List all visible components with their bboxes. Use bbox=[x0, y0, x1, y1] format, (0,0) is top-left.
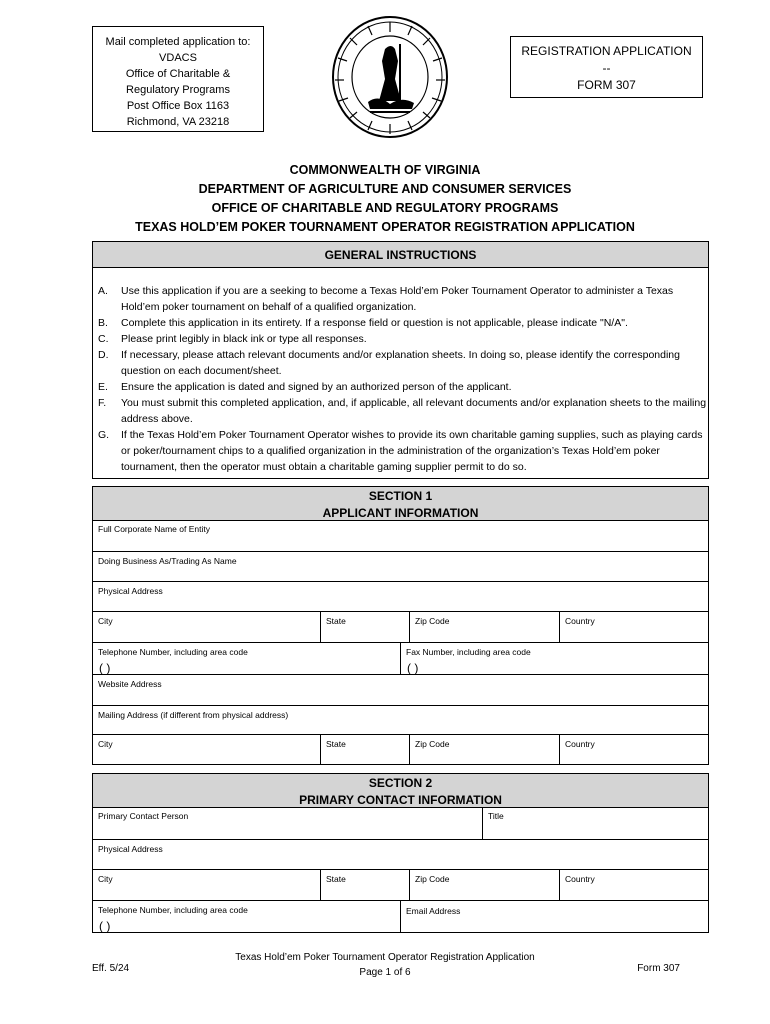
form-id-box bbox=[510, 36, 703, 98]
mail-line: Office of Charitable & bbox=[125, 68, 231, 80]
section-2-number: SECTION 2 bbox=[368, 776, 433, 790]
contact-state-field[interactable] bbox=[320, 869, 409, 900]
document-title-block bbox=[0, 161, 770, 237]
mail-line: Mail completed application to: bbox=[105, 36, 251, 48]
fax-field[interactable] bbox=[400, 642, 708, 674]
contact-address-field[interactable] bbox=[93, 839, 708, 869]
field-label: Zip Code bbox=[415, 616, 450, 626]
field-label: Telephone Number, including area code bbox=[98, 905, 248, 915]
contact-zip-field[interactable] bbox=[409, 869, 559, 900]
contact-title-field[interactable] bbox=[482, 808, 708, 839]
instruction-text: Please print legibly in black ink or type all responses. bbox=[121, 333, 367, 345]
website-field[interactable] bbox=[93, 674, 708, 705]
contact-country-field[interactable] bbox=[559, 869, 708, 900]
field-label: Full Corporate Name of Entity bbox=[98, 524, 210, 534]
instruction-text: Complete this application in its entirety. If a response field or question is not applicable, please indicate "N/A". bbox=[121, 317, 628, 329]
field-label: State bbox=[326, 739, 346, 749]
field-label: Country bbox=[565, 874, 595, 884]
effective-date: Eff. 5/24 bbox=[92, 963, 130, 974]
field-label: Doing Business As/Trading As Name bbox=[98, 556, 237, 566]
section-1-number: SECTION 1 bbox=[368, 489, 433, 503]
field-label: Telephone Number, including area code bbox=[98, 647, 248, 657]
instructions-list bbox=[92, 268, 709, 479]
field-label: Fax Number, including area code bbox=[406, 647, 531, 657]
general-instructions-title: GENERAL INSTRUCTIONS bbox=[324, 248, 477, 262]
area-code-parens: ( ) bbox=[99, 919, 111, 933]
primary-contact-grid bbox=[92, 807, 709, 933]
instruction-letter: D. bbox=[98, 349, 109, 361]
virginia-seal-icon bbox=[330, 14, 450, 140]
instruction-text: Use this application if you are a seeking to become a Texas Hold’em Poker Tournament Operator to administer a Texas Hold’em poker tournament on behalf of a qualified organization. bbox=[121, 285, 674, 313]
form-separator: -- bbox=[602, 61, 611, 75]
title-line: TEXAS HOLD’EM POKER TOURNAMENT OPERATOR REGISTRATION APPLICATION bbox=[135, 220, 635, 234]
contact-email-field[interactable] bbox=[400, 900, 708, 932]
applicant-information-grid bbox=[92, 520, 709, 765]
mailing-instructions-box bbox=[92, 26, 264, 132]
corporate-name-field[interactable] bbox=[93, 521, 708, 552]
title-line: DEPARTMENT OF AGRICULTURE AND CONSUMER SERVICES bbox=[198, 182, 572, 196]
dba-name-field[interactable] bbox=[93, 551, 708, 582]
instruction-letter: B. bbox=[98, 317, 108, 329]
mail-line: Regulatory Programs bbox=[126, 84, 230, 96]
footer-title: Texas Hold’em Poker Tournament Operator Registration Application bbox=[235, 952, 535, 963]
instruction-text: If the Texas Hold’em Poker Tournament Operator wishes to provide its own charitable gaming supplies, such as playing cards or poker/tournament chips to a qualified organization in the administration of the organization’s Texas Hold’em poker tournament, then the operator must obtain a charitable gaming supplier permit to do so. bbox=[121, 429, 703, 473]
field-label: City bbox=[98, 739, 113, 749]
instruction-text: If necessary, please attach relevant documents and/or explanation sheets. In doing so, please identify the corresponding question on each document/sheet. bbox=[121, 349, 680, 377]
area-code-parens: ( ) bbox=[407, 661, 419, 675]
state-field[interactable] bbox=[320, 611, 409, 642]
instruction-letter: C. bbox=[98, 333, 109, 345]
instruction-text: You must submit this completed application, and, if applicable, all relevant documents and/or explanation sheets to the mailing address above. bbox=[121, 397, 707, 425]
general-instructions-heading bbox=[92, 241, 709, 268]
section-1-title: APPLICANT INFORMATION bbox=[322, 506, 479, 520]
mail-line: Post Office Box 1163 bbox=[126, 100, 230, 112]
telephone-field[interactable] bbox=[93, 642, 400, 674]
instruction-text: Ensure the application is dated and signed by an authorized person of the applicant. bbox=[121, 381, 512, 393]
mailing-city-field[interactable] bbox=[93, 734, 320, 764]
area-code-parens: ( ) bbox=[99, 661, 111, 675]
form-number-label: FORM 307 bbox=[577, 78, 636, 92]
field-label: Physical Address bbox=[98, 586, 163, 596]
contact-city-field[interactable] bbox=[93, 869, 320, 900]
instruction-letter: E. bbox=[98, 381, 108, 393]
instruction-letter: F. bbox=[98, 397, 107, 409]
form-type-label: REGISTRATION APPLICATION bbox=[521, 44, 692, 58]
field-label: Zip Code bbox=[415, 874, 450, 884]
field-label: City bbox=[98, 874, 113, 884]
section-2-heading bbox=[92, 773, 709, 808]
page-number: Page 1 of 6 bbox=[359, 967, 411, 978]
mailing-country-field[interactable] bbox=[559, 734, 708, 764]
country-field[interactable] bbox=[559, 611, 708, 642]
contact-telephone-field[interactable] bbox=[93, 900, 400, 932]
instruction-letter: A. bbox=[98, 285, 108, 297]
contact-person-field[interactable] bbox=[93, 808, 482, 839]
title-line: OFFICE OF CHARITABLE AND REGULATORY PROGRAMS bbox=[211, 201, 559, 215]
field-label: Country bbox=[565, 739, 595, 749]
field-label: Title bbox=[488, 811, 504, 821]
field-label: Website Address bbox=[98, 679, 162, 689]
mailing-state-field[interactable] bbox=[320, 734, 409, 764]
city-field[interactable] bbox=[93, 611, 320, 642]
field-label: City bbox=[98, 616, 113, 626]
mailing-zip-field[interactable] bbox=[409, 734, 559, 764]
zip-code-field[interactable] bbox=[409, 611, 559, 642]
field-label: State bbox=[326, 616, 346, 626]
field-label: State bbox=[326, 874, 346, 884]
physical-address-field[interactable] bbox=[93, 581, 708, 612]
mailing-address-field[interactable] bbox=[93, 705, 708, 735]
field-label: Mailing Address (if different from physical address) bbox=[98, 710, 289, 720]
footer-form-number: Form 307 bbox=[637, 963, 680, 974]
mail-line: Richmond, VA 23218 bbox=[126, 116, 230, 128]
field-label: Country bbox=[565, 616, 595, 626]
field-label: Zip Code bbox=[415, 739, 450, 749]
title-line: COMMONWEALTH OF VIRGINIA bbox=[289, 163, 481, 177]
instruction-letter: G. bbox=[98, 429, 110, 441]
mail-line: VDACS bbox=[159, 52, 197, 64]
field-label: Email Address bbox=[406, 906, 461, 916]
section-1-heading bbox=[92, 486, 709, 521]
section-2-title: PRIMARY CONTACT INFORMATION bbox=[299, 793, 502, 807]
field-label: Physical Address bbox=[98, 844, 163, 854]
field-label: Primary Contact Person bbox=[98, 811, 189, 821]
